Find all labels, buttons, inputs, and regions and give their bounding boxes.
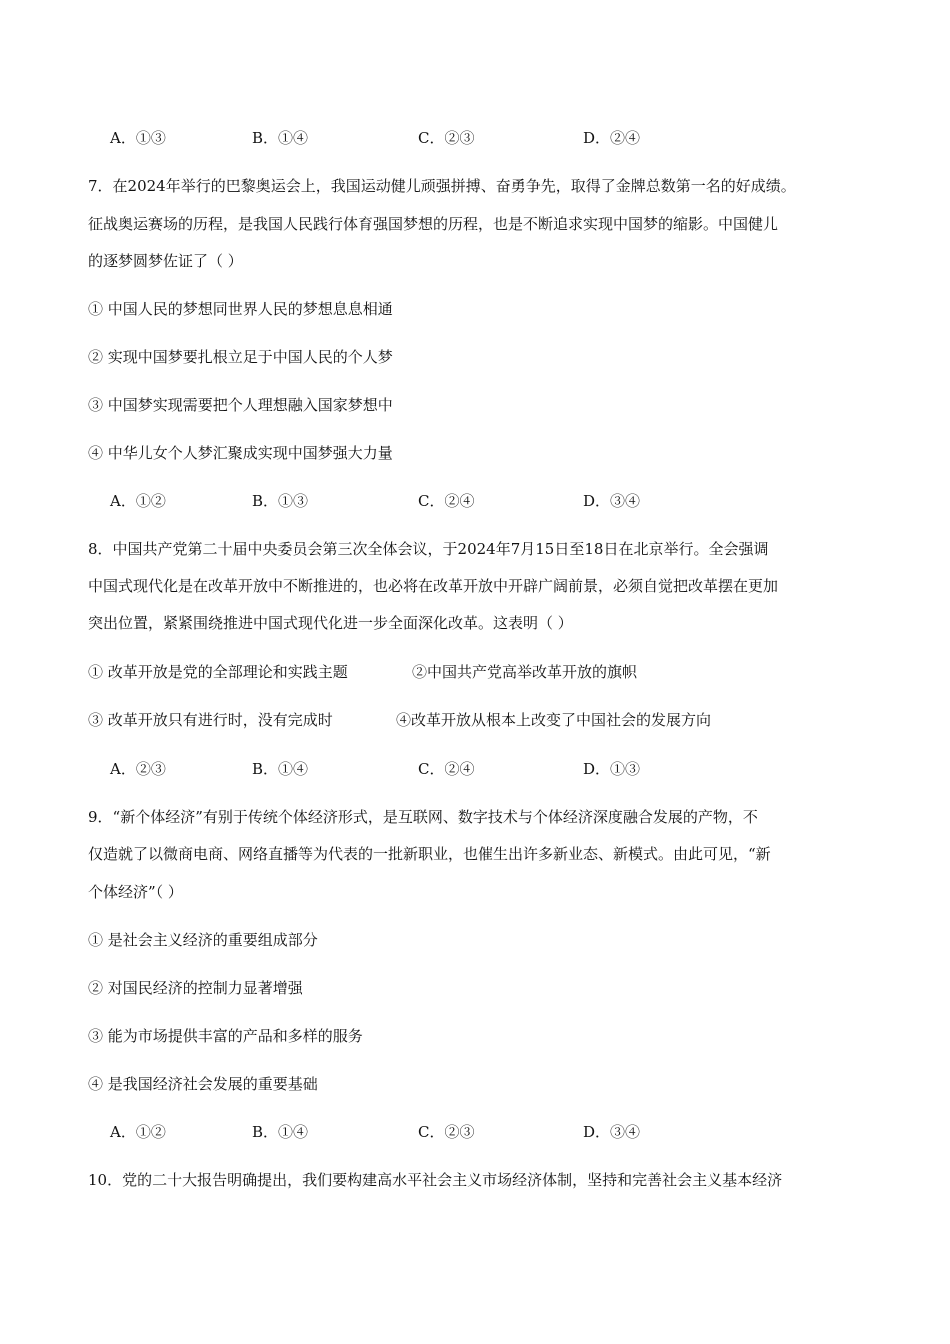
- q8-option-b[interactable]: B．①④: [252, 760, 309, 778]
- q7-stem-line-1: 7．在2024年举行的巴黎奥运会上，我国运动健儿顽强拼搏、奋勇争先，取得了金牌总数第一名的好成绩。: [88, 177, 796, 195]
- q8-option-d[interactable]: D．①③: [583, 760, 641, 778]
- q9-option-c[interactable]: C．②③: [418, 1123, 475, 1141]
- q7-option-a[interactable]: A．①②: [110, 492, 166, 510]
- q7-option-b[interactable]: B．①③: [252, 492, 309, 510]
- q6-option-d[interactable]: D．②④: [583, 129, 641, 147]
- q9-stem-line-3: 个体经济”（ ）: [88, 883, 183, 901]
- q9-statement-3: ③ 能为市场提供丰富的产品和多样的服务: [88, 1027, 363, 1045]
- q9-option-b[interactable]: B．①④: [252, 1123, 309, 1141]
- q8-statement-2: ②中国共产党高举改革开放的旗帜: [412, 663, 638, 681]
- q7-statement-1: ① 中国人民的梦想同世界人民的梦想息息相通: [88, 300, 393, 318]
- q8-statements-row-2: [88, 710, 862, 730]
- q7-stem-line-3: 的逐梦圆梦佐证了（ ）: [88, 252, 243, 270]
- q7-stem-line-2: 征战奥运赛场的历程，是我国人民践行体育强国梦想的历程，也是不断追求实现中国梦的缩影。中国健儿: [88, 215, 779, 233]
- q8-statement-4: ④改革开放从根本上改变了中国社会的发展方向: [396, 711, 712, 729]
- q9-statement-2: ② 对国民经济的控制力显著增强: [88, 979, 303, 997]
- q8-option-c[interactable]: C．②④: [418, 760, 475, 778]
- q10-stem-line-1: 10．党的二十大报告明确提出，我们要构建高水平社会主义市场经济体制，坚持和完善社会主义基本经济: [88, 1171, 783, 1189]
- q6-option-a[interactable]: A．①③: [110, 129, 166, 147]
- q7-statement-2: ② 实现中国梦要扎根立足于中国人民的个人梦: [88, 348, 393, 366]
- q8-options: [110, 759, 850, 779]
- q9-option-a[interactable]: A．①②: [110, 1123, 166, 1141]
- q9-statement-1: ① 是社会主义经济的重要组成部分: [88, 931, 318, 949]
- q6-option-b[interactable]: B．①④: [252, 129, 309, 147]
- q6-option-c[interactable]: C．②③: [418, 129, 475, 147]
- q9-stem-line-1: 9．“新个体经济”有别于传统个体经济形式，是互联网、数字技术与个体经济深度融合发展的产物，不: [88, 808, 758, 826]
- q7-option-c[interactable]: C．②④: [418, 492, 475, 510]
- q9-option-d[interactable]: D．③④: [583, 1123, 641, 1141]
- q8-stem-line-3: 突出位置，紧紧围绕推进中国式现代化进一步全面深化改革。这表明（ ）: [88, 614, 573, 632]
- q7-statement-3: ③ 中国梦实现需要把个人理想融入国家梦想中: [88, 396, 393, 414]
- q8-statement-3: ③ 改革开放只有进行时，没有完成时: [88, 711, 333, 729]
- q7-statement-4: ④ 中华儿女个人梦汇聚成实现中国梦强大力量: [88, 444, 393, 462]
- q8-option-a[interactable]: A．②③: [110, 760, 166, 778]
- q8-stem-line-2: 中国式现代化是在改革开放中不断推进的，也必将在改革开放中开辟广阔前景，必须自觉把改革摆在更加: [88, 577, 779, 595]
- q8-statement-1: ① 改革开放是党的全部理论和实践主题: [88, 663, 348, 681]
- q6-options: [110, 128, 850, 148]
- q7-option-d[interactable]: D．③④: [583, 492, 641, 510]
- q9-statement-4: ④ 是我国经济社会发展的重要基础: [88, 1075, 318, 1093]
- q8-statements-row-1: [88, 662, 862, 682]
- q7-options: [110, 491, 850, 511]
- q9-options: [110, 1122, 850, 1142]
- q8-stem-line-1: 8．中国共产党第二十届中央委员会第三次全体会议，于2024年7月15日至18日在北京举行。全会强调: [88, 540, 769, 558]
- q9-stem-line-2: 仅造就了以微商电商、网络直播等为代表的一批新职业，也催生出许多新业态、新模式。由此可见，“新: [88, 845, 771, 863]
